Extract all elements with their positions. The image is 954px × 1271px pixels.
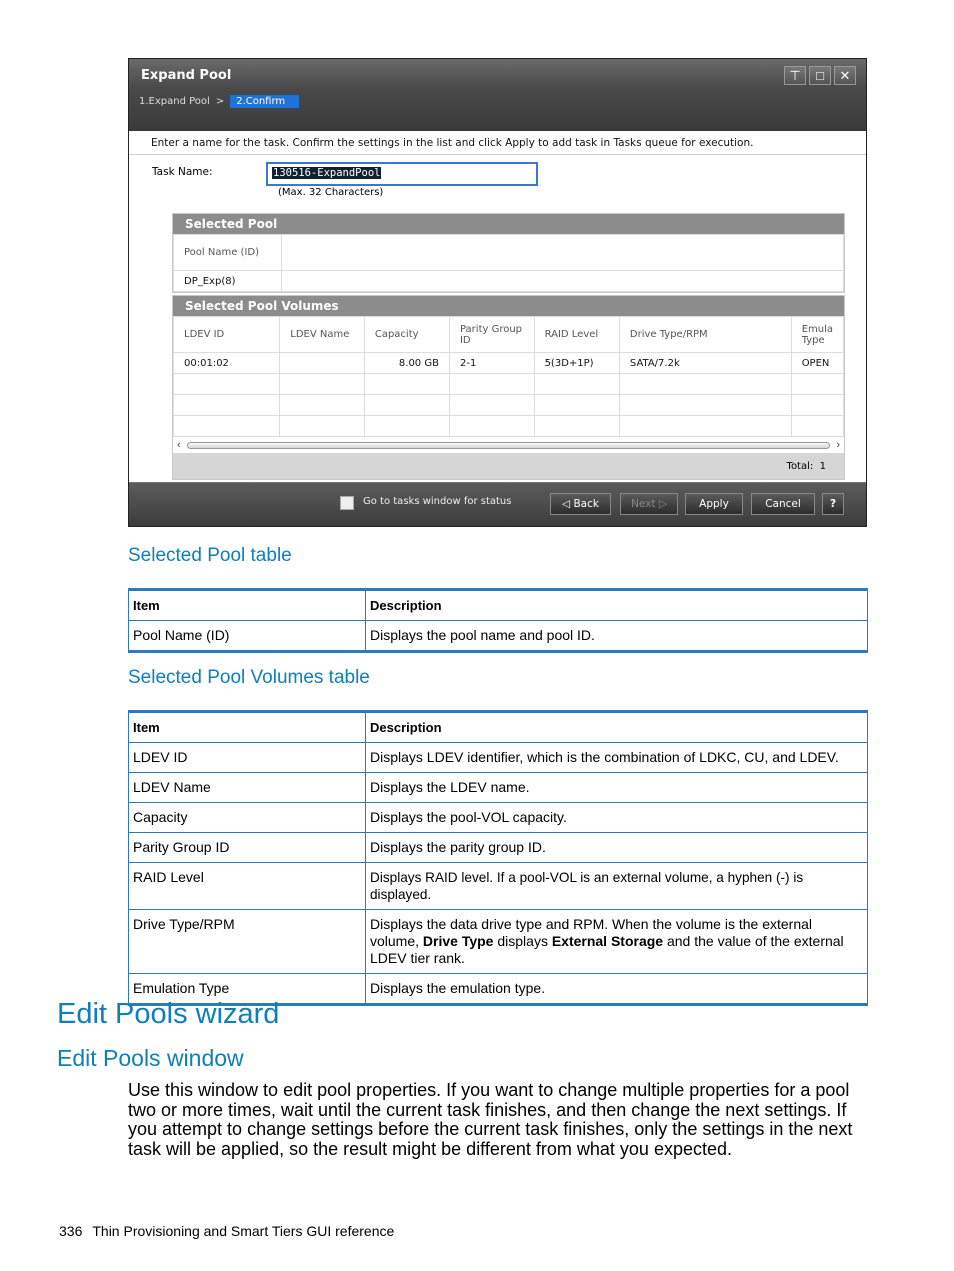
cancel-button[interactable]: Cancel bbox=[751, 493, 815, 515]
step-separator: > bbox=[215, 96, 225, 107]
column-header[interactable]: Capacity bbox=[364, 317, 449, 353]
go-to-tasks-checkbox[interactable] bbox=[340, 496, 354, 510]
item-cell: Drive Type/RPM bbox=[129, 910, 366, 974]
item-cell: Capacity bbox=[129, 803, 366, 833]
column-header: Description bbox=[366, 712, 868, 743]
task-name-input[interactable] bbox=[266, 162, 538, 186]
column-header[interactable]: RAID Level bbox=[534, 317, 619, 353]
dialog-title: Expand Pool bbox=[141, 68, 232, 83]
selected-pool-table bbox=[128, 588, 868, 653]
table-cell bbox=[280, 353, 365, 374]
table-row bbox=[129, 743, 868, 773]
item-cell: Parity Group ID bbox=[129, 833, 366, 863]
column-header[interactable]: Parity Group ID bbox=[449, 317, 534, 353]
horizontal-scrollbar[interactable] bbox=[173, 437, 844, 453]
table-row bbox=[129, 773, 868, 803]
task-name-value: 130516-ExpandPool bbox=[273, 167, 381, 179]
item-cell: RAID Level bbox=[129, 863, 366, 910]
body-paragraph: Use this window to edit pool properties. If you want to change multiple properties for a pool two or more times, wait until the current task finishes, and then change the next settings. If you attempt to change settings before the current task finishes, only the settings in the next task will be applied, so the result might be different from what you expected. bbox=[128, 1080, 853, 1159]
selected-pool-volumes-title: Selected Pool Volumes bbox=[173, 296, 844, 316]
table-row bbox=[174, 416, 844, 437]
item-cell: Emulation Type bbox=[129, 974, 366, 1005]
section-title: Edit Pools wizard bbox=[57, 998, 280, 1030]
description-cell: Displays the pool name and pool ID. bbox=[366, 621, 868, 652]
description-cell: Displays the data drive type and RPM. When the volume is the external volume, Drive Type displays External Storage and the value of the external LDEV tier rank. bbox=[366, 910, 868, 974]
item-cell: LDEV Name bbox=[129, 773, 366, 803]
description-cell: Displays the parity group ID. bbox=[366, 833, 868, 863]
table-row bbox=[174, 395, 844, 416]
close-icon[interactable]: ✕ bbox=[834, 66, 856, 85]
wizard-steps bbox=[139, 95, 299, 108]
selected-pool-table-heading: Selected Pool table bbox=[128, 545, 292, 566]
back-button[interactable]: ◁ Back bbox=[550, 493, 611, 515]
selected-pool-volumes-table-heading: Selected Pool Volumes table bbox=[128, 667, 370, 688]
column-header[interactable]: LDEV Name bbox=[280, 317, 365, 353]
total-value: 1 bbox=[819, 461, 826, 472]
scroll-thumb[interactable] bbox=[187, 442, 831, 449]
table-cell: OPEN bbox=[791, 353, 843, 374]
description-cell: Displays RAID level. If a pool-VOL is an external volume, a hyphen (-) is displayed. bbox=[366, 863, 868, 910]
pin-icon[interactable]: ⊤ bbox=[784, 66, 806, 85]
column-header: Item bbox=[129, 590, 366, 621]
table-cell: 5(3D+1P) bbox=[534, 353, 619, 374]
column-header: Description bbox=[366, 590, 868, 621]
selected-pool-title: Selected Pool bbox=[173, 214, 844, 234]
table-row bbox=[174, 374, 844, 395]
section-subtitle: Edit Pools window bbox=[57, 1045, 244, 1071]
maximize-icon[interactable]: □ bbox=[809, 66, 831, 85]
selected-pool-volumes-grid bbox=[172, 295, 845, 480]
go-to-tasks-label: Go to tasks window for status bbox=[363, 496, 512, 507]
column-header[interactable]: LDEV ID bbox=[174, 317, 280, 353]
dialog-instructions: Enter a name for the task. Confirm the settings in the list and click Apply to add task in Tasks queue for execution. bbox=[151, 137, 754, 149]
window-controls bbox=[784, 66, 856, 85]
pool-name-cell: DP_Exp(8) bbox=[174, 271, 282, 292]
table-cell: SATA/7.2k bbox=[619, 353, 791, 374]
step-confirm[interactable]: 2.Confirm bbox=[230, 95, 299, 108]
total-label: Total: bbox=[786, 461, 814, 472]
table-cell: 00:01:02 bbox=[174, 353, 280, 374]
table-cell: 8.00 GB bbox=[364, 353, 449, 374]
table-row bbox=[129, 910, 868, 974]
item-cell: Pool Name (ID) bbox=[129, 621, 366, 652]
table-row bbox=[129, 863, 868, 910]
volumes-table bbox=[173, 316, 844, 437]
item-cell: LDEV ID bbox=[129, 743, 366, 773]
pool-name-header[interactable]: Pool Name (ID) bbox=[174, 235, 282, 271]
description-cell: Displays the emulation type. bbox=[366, 974, 868, 1005]
column-header: Item bbox=[129, 712, 366, 743]
selected-pool-volumes-table bbox=[128, 710, 868, 1006]
table-cell: 2-1 bbox=[449, 353, 534, 374]
table-row bbox=[129, 803, 868, 833]
table-row bbox=[129, 621, 868, 652]
divider bbox=[129, 154, 866, 155]
next-button[interactable]: Next ▷ bbox=[620, 493, 678, 515]
footer-text: Thin Provisioning and Smart Tiers GUI reference bbox=[92, 1223, 395, 1239]
step-expand-pool[interactable]: 1.Expand Pool bbox=[139, 96, 210, 107]
page-number: 336 bbox=[59, 1223, 83, 1239]
column-header[interactable]: Emula Type bbox=[791, 317, 843, 353]
help-button[interactable]: ? bbox=[822, 493, 844, 515]
task-name-label: Task Name: bbox=[152, 166, 213, 178]
scroll-right-icon[interactable]: › bbox=[836, 439, 840, 451]
description-cell: Displays the LDEV name. bbox=[366, 773, 868, 803]
column-header[interactable]: Drive Type/RPM bbox=[619, 317, 791, 353]
table-row[interactable] bbox=[174, 353, 844, 374]
dialog-header bbox=[129, 59, 866, 131]
total-bar bbox=[173, 453, 844, 479]
expand-pool-dialog bbox=[128, 58, 867, 527]
apply-button[interactable]: Apply bbox=[685, 493, 743, 515]
task-name-hint: (Max. 32 Characters) bbox=[278, 187, 384, 198]
description-cell: Displays the pool-VOL capacity. bbox=[366, 803, 868, 833]
scroll-left-icon[interactable]: ‹ bbox=[177, 439, 181, 451]
page-footer bbox=[59, 1223, 394, 1239]
dialog-footer bbox=[129, 482, 866, 526]
table-row bbox=[129, 833, 868, 863]
selected-pool-grid bbox=[172, 213, 845, 293]
description-cell: Displays LDEV identifier, which is the combination of LDKC, CU, and LDEV. bbox=[366, 743, 868, 773]
